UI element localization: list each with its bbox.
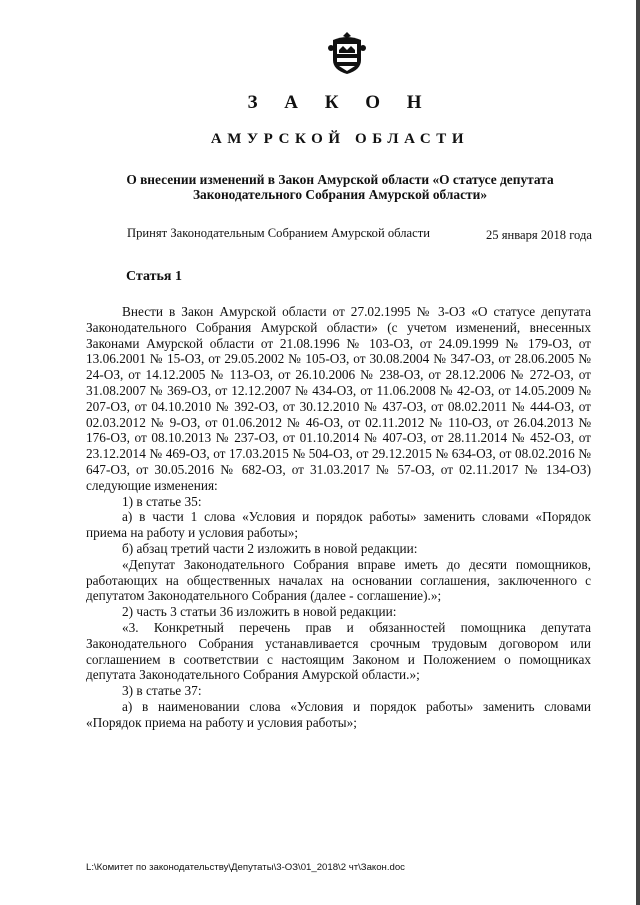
article-heading: Статья 1: [126, 269, 182, 284]
law-title: З А К О Н: [247, 92, 433, 113]
paragraph: Внести в Закон Амурской области от 27.02.1995 № 3-ОЗ «О статусе депутата Законодательного Собрания Амурской области» (с учетом изменений, внесенных Законами Амурской области от 21.08.1996 № 103-ОЗ, от 24.09.1999 № 179-ОЗ, от 13.06.2001 № 15-ОЗ, от 29.05.2002 № 105-ОЗ, от 30.08.2004 № 347-ОЗ, от 28.06.2005 № 24-ОЗ, от 14.12.2005 № 113-ОЗ, от 26.10.2006 № 238-ОЗ, от 28.12.2006 № 272-ОЗ, от 31.08.2007 № 369-ОЗ, от 12.12.2007 № 434-ОЗ, от 11.06.2008 № 42-ОЗ, от 14.05.2009 № 207-ОЗ, от 04.10.2010 № 392-ОЗ, от 30.12.2010 № 437-ОЗ, от 08.02.2011 № 444-ОЗ, от 02.03.2012 № 9-ОЗ, от 01.06.2012 № 46-ОЗ, от 02.11.2012 № 110-ОЗ, от 26.04.2013 № 176-ОЗ, от 08.10.2013 № 237-ОЗ, от 01.10.2014 № 407-ОЗ, от 28.11.2014 № 452-ОЗ, от 23.12.2014 № 469-ОЗ, от 17.03.2015 № 504-ОЗ, от 29.12.2015 № 634-ОЗ, от 08.02.2016 № 647-ОЗ, от 30.05.2016 № 682-ОЗ, от 31.03.2017 № 57-ОЗ, от 02.11.2017 № 134-ОЗ) следующие изменения:: [86, 304, 591, 493]
paragraph: 1) в статье 35:: [122, 493, 202, 509]
paragraph: б) абзац третий части 2 изложить в новой редакции:: [122, 540, 418, 556]
paragraph: а) в части 1 слова «Условия и порядок работы» заменить словами «Порядок приема на работу и условия работы»;: [86, 509, 591, 541]
article-body: [86, 304, 591, 731]
paragraph: 3) в статье 37:: [122, 683, 202, 699]
law-subject: О внесении изменений в Закон Амурской области «О статусе депутата Законодательного Собрания Амурской области»: [126, 172, 554, 202]
file-path-footer: L:\Комитет по законодательству\Депутаты\3-ОЗ\01_2018\2 чт\Закон.doc: [86, 862, 405, 873]
scan-edge: [636, 0, 640, 905]
adopted-by: Принят Законодательным Собранием Амурской области: [127, 226, 430, 240]
paragraph: 2) часть 3 статьи 36 изложить в новой редакции:: [122, 604, 397, 620]
coat-of-arms-emblem: [327, 30, 367, 76]
adoption-date: 25 января 2018 года: [485, 228, 592, 242]
paragraph: «Депутат Законодательного Собрания вправе иметь до десяти помощников, работающих на общественных началах на основании соглашения, заключенного с депутатом Законодательного Собрания (далее - соглашение).»;: [86, 556, 591, 604]
paragraph: а) в наименовании слова «Условия и порядок работы» заменить словами «Порядок приема на работу и условия работы»;: [86, 698, 591, 730]
paragraph: «3. Конкретный перечень прав и обязанностей помощника депутата Законодательного Собрания устанавливается срочным трудовым договором или соглашением в соответствии с настоящим Законом и Положением о помощниках депутата Законодательного Собрания Амурской области.»;: [86, 619, 591, 683]
region-title: АМУРСКОЙ ОБЛАСТИ: [210, 131, 470, 147]
